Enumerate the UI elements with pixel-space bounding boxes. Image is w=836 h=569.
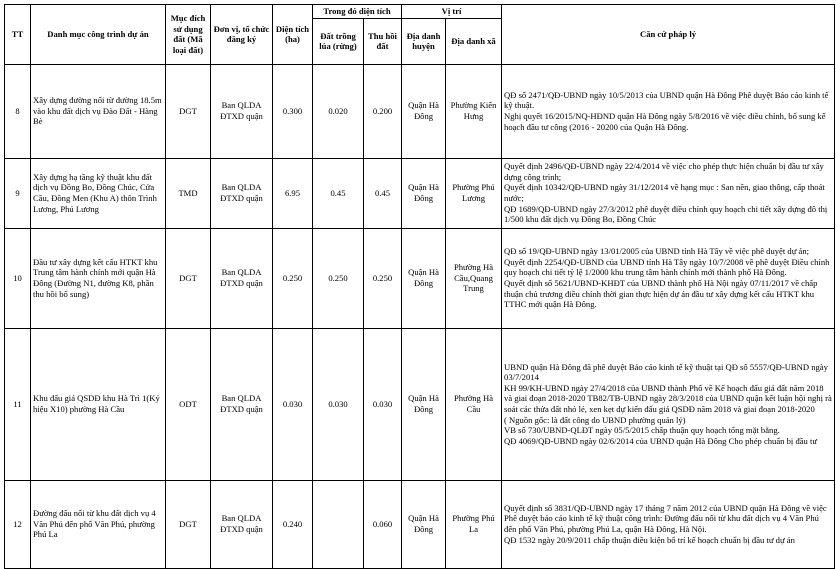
header-purpose: Mục đích sử dụng đất (Mã loại đất) — [166, 5, 211, 65]
cell-purpose: DGT — [166, 228, 211, 328]
cell-rice-land: 0.45 — [313, 158, 364, 228]
cell-purpose: TMD — [166, 158, 211, 228]
cell-recovered: 0.060 — [364, 480, 402, 568]
cell-ward: Phường Hà Cầu — [446, 328, 502, 480]
cell-recovered: 0.030 — [364, 328, 402, 480]
legal-line: VB số 730/UBND-QLĐT ngày 05/5/2015 chấp thuận quy hoạch tổng mặt bằng. — [504, 425, 780, 436]
cell-tt: 11 — [5, 328, 31, 480]
cell-tt: 12 — [5, 480, 31, 568]
table-row — [5, 64, 835, 158]
cell-district: Quận Hà Đông — [402, 228, 446, 328]
cell-area: 0.300 — [273, 64, 313, 158]
legal-line: QĐ số 19/QĐ-UBND ngày 13/01/2005 của UBND tỉnh Hà Tây về việc phê duyệt dự án; — [504, 246, 810, 257]
header-ward: Địa danh xã — [446, 18, 502, 64]
cell-project: Xây dựng hạ tầng kỹ thuật khu đất dịch vụ Đồng Bo, Đồng Chúc, Cửa Cầu, Đồng Men (Khu A) thôn Trình Lương, Phú Lương — [31, 158, 166, 228]
legal-line: QĐ số 2471/QĐ-UBND ngày 10/5/2013 của UBND quận Hà Đông Phê duyệt Báo cáo kinh tế kỹ thuật. — [504, 89, 829, 111]
cell-registrant: Ban QLDA ĐTXD quận — [211, 64, 273, 158]
cell-registrant: Ban QLDA ĐTXD quận — [211, 328, 273, 480]
cell-ward: Phường Phú Lương — [446, 158, 502, 228]
table-row — [5, 480, 835, 568]
legal-line: ( Nguồn gốc: là đất công do UBND phường quản lý) — [504, 414, 686, 425]
cell-rice-land: 0.030 — [313, 328, 364, 480]
legal-line: QĐ 1532 ngày 20/9/2011 chấp thuận điều kiện bổ trí kế hoạch chuẩn bị đầu tư dự án — [504, 534, 795, 545]
cell-project: Khu đấu giá QSDĐ khu Hà Trì 1(Ký hiệu X10) phường Hà Cầu — [31, 328, 166, 480]
cell-rice-land — [313, 480, 364, 568]
header-tt: TT — [5, 5, 31, 65]
cell-district: Quận Hà Đông — [402, 480, 446, 568]
legal-line: Quyết định số 3831/QĐ-UBND ngày 17 tháng 7 năm 2012 của UBND quận Hà Đông về việc Phê duyệt báo cáo kinh tế kỹ thuật công trình: Đường đấu nối từ khu đất dịch vụ 4 Văn Phú đến phố Văn Phú, phường Phú La, quận Hà Đông, Hà Nội. — [504, 502, 827, 534]
cell-project: Đường đấu nối từ khu đất dịch vụ 4 Văn Phú đến phố Văn Phú, phường Phú La — [31, 480, 166, 568]
cell-district: Quận Hà Đông — [402, 328, 446, 480]
cell-tt: 8 — [5, 64, 31, 158]
legal-line: QĐ 4069/QĐ-UBND ngày 02/6/2014 của UBND quận Hà Đông Cho phép chuẩn bị đầu tư — [504, 435, 818, 446]
legal-line: QĐ 1689/QĐ-UBND ngày 27/3/2012 phê duyệt điều chỉnh quy hoạch chi tiết xây dựng đô thị 1/500 khu đất dịch vụ Đồng Bo, Đồng Chúc — [504, 203, 828, 225]
cell-rice-land: 0.020 — [313, 64, 364, 158]
cell-ward: Phường Kiến Hưng — [446, 64, 502, 158]
legal-line: KH 99/KH-UBND ngày 27/4/2018 của UBND thành Phố về Kế hoạch đấu giá đất năm 2018 và giai đoạn 2018-2020 TB82/TB-UBND ngày 28/3/2018 của UBND quận kết luận hội nghị rà soát các thửa đất nhỏ lẻ, xen kẹt dự kiến đấu giá QSDĐ năm 2018 và giai đoạn 2018-2020 — [504, 382, 832, 414]
header-legal-basis: Căn cứ pháp lý — [502, 5, 835, 65]
table-row — [5, 228, 835, 328]
cell-purpose: ODT — [166, 328, 211, 480]
legal-line: Nghị quyết 16/2015/NQ-HĐND quận Hà Đông ngày 5/8/2016 về việc điều chỉnh, bổ sung kế hoạch đầu tư công (2016 - 20200 của Quận Hà Đông. — [504, 111, 826, 132]
legal-line: UBND quận Hà Đông đã phê duyệt Báo cáo kinh tế kỹ thuật tại QĐ số 5557/QĐ-UBND ngày 03/7/2014 — [504, 361, 828, 383]
table-row — [5, 328, 835, 480]
cell-ward: Phường Hà Cầu,Quang Trung — [446, 228, 502, 328]
legal-line: Quyết định 10342/QĐ-UBND ngày 31/12/2014 về hạng mục : San nền, giao thông, cấp thoát nước; — [504, 182, 825, 203]
cell-registrant: Ban QLDA ĐTXD quận — [211, 158, 273, 228]
cell-tt: 9 — [5, 158, 31, 228]
cell-district: Quận Hà Đông — [402, 158, 446, 228]
cell-recovered: 0.45 — [364, 158, 402, 228]
cell-legal-basis — [502, 228, 835, 328]
cell-legal-basis — [502, 64, 835, 158]
cell-tt: 10 — [5, 228, 31, 328]
cell-legal-basis — [502, 328, 835, 480]
cell-legal-basis — [502, 158, 835, 228]
cell-project: Xây dựng đường nối từ đường 18.5m vào khu đất dịch vụ Đào Đất - Hàng Bè — [31, 64, 166, 158]
cell-purpose: DGT — [166, 64, 211, 158]
header-project: Danh mục công trình dự án — [31, 5, 166, 65]
cell-registrant: Ban QLDA ĐTXD quận — [211, 480, 273, 568]
header-district: Địa danh huyện — [402, 18, 446, 64]
cell-area: 0.240 — [273, 480, 313, 568]
cell-registrant: Ban QLDA ĐTXD quận — [211, 228, 273, 328]
cell-area: 0.250 — [273, 228, 313, 328]
land-use-table — [4, 4, 835, 569]
legal-line: Quyết định số 5621/UBND-KHĐT của UBND thành phố Hà Nội ngày 07/11/2017 về chấp thuận chủ trương điều chỉnh thời gian thực hiện dự án đầu tư xây dựng kết cấu HTKT khu TTHC mới quận Hà Đông. — [504, 278, 818, 310]
cell-legal-basis — [502, 480, 835, 568]
cell-ward: Phường Phú La — [446, 480, 502, 568]
legal-line: Quyết định 2254/QĐ-UBND của UBND tỉnh Hà Tây ngày 10/7/2008 về phê duyệt Điều chỉnh quy hoạch chi tiết tỷ lệ 1/2000 khu trung tâm hành chính mới thành phố Hà Đông. — [504, 256, 830, 278]
header-area: Diện tích (ha) — [273, 5, 313, 65]
cell-recovered: 0.250 — [364, 228, 402, 328]
cell-area: 0.030 — [273, 328, 313, 480]
header-location: Vị trí — [402, 5, 502, 19]
table-row — [5, 158, 835, 228]
cell-area: 6.95 — [273, 158, 313, 228]
header-recovered: Thu hồi đất — [364, 18, 402, 64]
legal-line: Quyết định 2496/QĐ-UBND ngày 22/4/2014 về việc cho phép thực hiện chuẩn bị đầu tư xây dựng công trình; — [504, 161, 824, 182]
header-of-which: Trong đó diện tích — [313, 5, 402, 19]
cell-rice-land: 0.250 — [313, 228, 364, 328]
cell-recovered: 0.200 — [364, 64, 402, 158]
header-registrant: Đơn vị, tổ chức đăng ký — [211, 5, 273, 65]
cell-district: Quận Hà Đông — [402, 64, 446, 158]
cell-project: Đầu tư xây dựng kết cấu HTKT khu Trung tâm hành chính mới quận Hà Đông (Đường N1, đường K8, phần thu hồi bổ sung) — [31, 228, 166, 328]
header-rice-land: Đất trồng lúa (rừng) — [313, 18, 364, 64]
cell-purpose: DGT — [166, 480, 211, 568]
